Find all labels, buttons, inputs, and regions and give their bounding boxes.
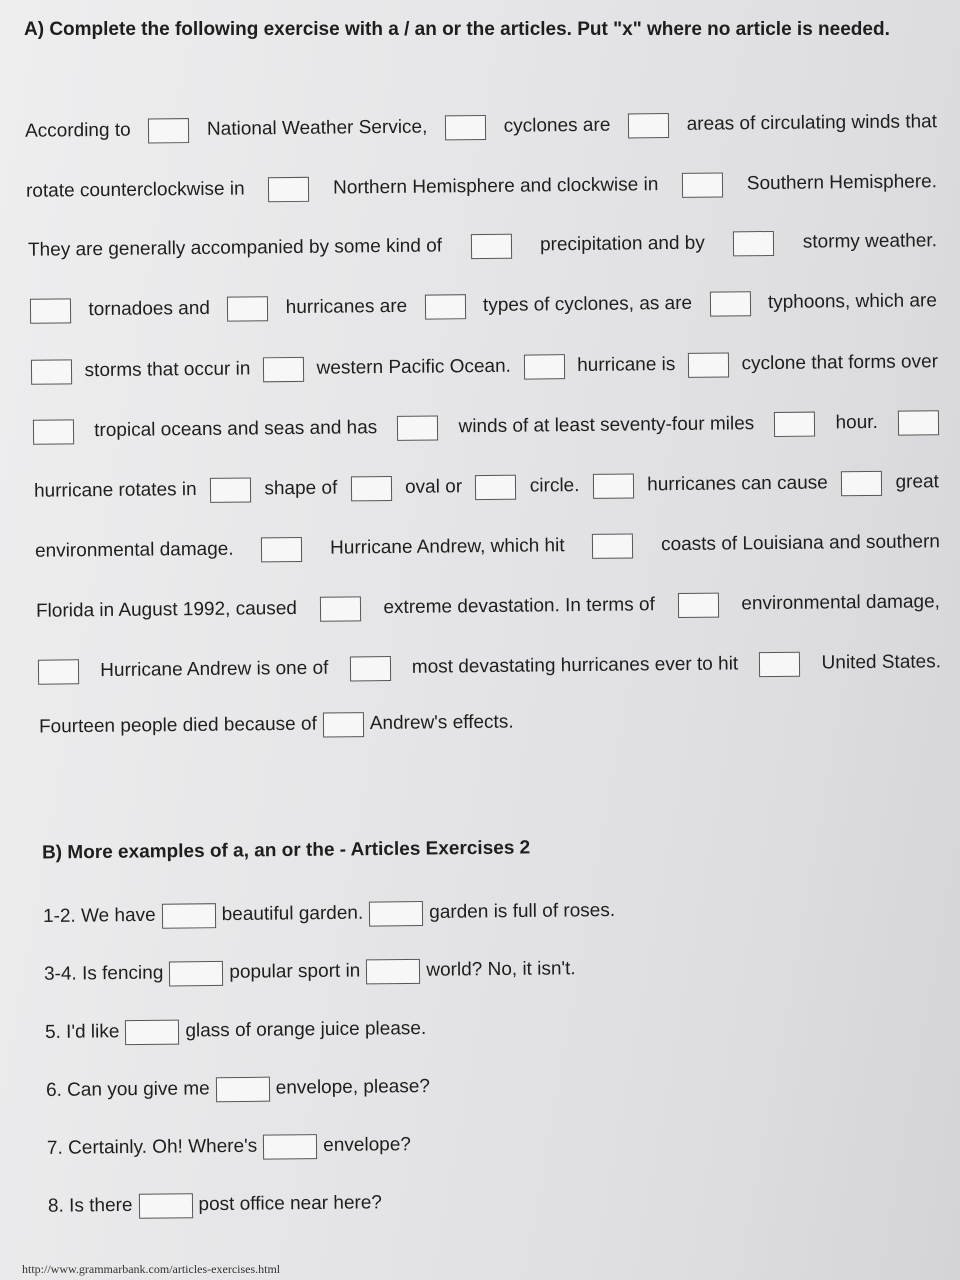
article-answer-box[interactable] [210, 477, 251, 502]
text-segment: Fourteen people died because of [38, 713, 317, 738]
article-answer-box[interactable] [148, 118, 189, 143]
exercise-b-line [46, 1071, 430, 1107]
article-answer-box[interactable] [628, 113, 669, 138]
article-answer-box[interactable] [138, 1193, 192, 1219]
exercise-a-line [36, 585, 940, 628]
article-answer-box[interactable] [470, 233, 511, 258]
exercise-a-line [31, 345, 938, 388]
text-segment: 6. Can you give me [45, 1078, 210, 1102]
exercise-a-line [26, 165, 937, 209]
text-segment: glass of orange juice please. [185, 1018, 427, 1042]
article-answer-box[interactable] [688, 352, 729, 377]
exercise-b-line [43, 895, 615, 933]
text-segment: Northern Hemisphere and clockwise in [333, 174, 659, 199]
text-segment: cyclones are [503, 114, 611, 137]
exercise-b-line [48, 1187, 382, 1222]
text-segment: 7. Certainly. Oh! Where's [46, 1135, 258, 1159]
article-answer-box[interactable] [759, 651, 800, 676]
text-segment: oval or [404, 476, 463, 498]
text-segment: National Weather Service, [206, 116, 428, 140]
article-answer-box[interactable] [774, 411, 815, 436]
text-segment: 5. I'd like [44, 1021, 120, 1043]
article-answer-box[interactable] [33, 419, 74, 444]
article-answer-box[interactable] [263, 356, 304, 381]
source-url: http://www.grammarbank.com/articles-exercises.html [22, 1262, 281, 1276]
article-answer-box[interactable] [268, 176, 309, 201]
article-answer-box[interactable] [523, 354, 564, 379]
article-answer-box[interactable] [263, 1134, 317, 1160]
exercise-b-line [44, 953, 576, 991]
article-answer-box[interactable] [593, 473, 634, 498]
article-answer-box[interactable] [31, 359, 72, 384]
text-segment: winds of at least seventy-four miles [458, 413, 755, 438]
article-answer-box[interactable] [682, 172, 723, 197]
article-answer-box[interactable] [351, 475, 392, 500]
text-segment: hurricane rotates in [33, 479, 197, 502]
article-answer-box[interactable] [424, 294, 465, 319]
text-segment: United States. [821, 651, 942, 674]
text-segment: envelope? [323, 1134, 412, 1157]
text-segment: 8. Is there [47, 1194, 133, 1217]
text-segment: coasts of Louisiana and southern [660, 531, 941, 556]
text-segment: cyclone that forms over [741, 351, 939, 375]
text-segment: hurricanes can cause [647, 472, 828, 496]
text-segment: According to [24, 119, 131, 142]
text-segment: rotate counterclockwise in [25, 178, 245, 202]
text-segment: popular sport in [229, 960, 361, 983]
article-answer-box[interactable] [261, 536, 302, 561]
text-segment: environmental damage. [34, 538, 234, 562]
article-answer-box[interactable] [841, 470, 882, 495]
text-segment: most devastating hurricanes ever to hit [411, 653, 739, 678]
article-answer-box[interactable] [397, 415, 438, 440]
article-answer-box[interactable] [125, 1019, 179, 1045]
text-segment: Hurricane Andrew, which hit [330, 535, 565, 559]
text-segment: hour. [835, 411, 878, 434]
text-segment: post office near here? [198, 1192, 383, 1216]
article-answer-box[interactable] [733, 230, 774, 255]
exercise-b-line [45, 1013, 427, 1049]
article-answer-box[interactable] [162, 903, 216, 929]
section-a-title: A) Complete the following exercise with a / an or the articles. Put "x" where no article is needed. [24, 19, 890, 40]
text-segment: stormy weather. [802, 230, 938, 253]
exercise-a-line [25, 105, 937, 149]
article-answer-box[interactable] [216, 1076, 270, 1102]
article-answer-box[interactable] [898, 410, 939, 435]
text-segment: typhoons, which are [767, 290, 937, 314]
text-segment: tornadoes and [88, 297, 211, 321]
exercise-a-line [34, 465, 939, 508]
text-segment: Florida in August 1992, caused [35, 598, 298, 622]
exercise-a-line [28, 224, 937, 268]
section-b-title: B) More examples of a, an or the - Articles Exercises 2 [41, 837, 531, 864]
article-answer-box[interactable] [369, 901, 423, 927]
text-segment: 1-2. We have [42, 904, 156, 927]
exercise-a-line [35, 525, 940, 568]
exercise-a-line [38, 645, 941, 688]
exercise-a-line [30, 284, 937, 327]
exercise-a-line [33, 405, 939, 448]
text-segment: hurricane is [577, 354, 676, 377]
article-answer-box[interactable] [323, 712, 364, 737]
text-segment: Southern Hemisphere. [746, 171, 938, 195]
text-segment: beautiful garden. [221, 902, 364, 926]
article-answer-box[interactable] [366, 958, 420, 984]
text-segment: western Pacific Ocean. [316, 355, 512, 379]
article-answer-box[interactable] [320, 596, 361, 621]
text-segment: world? No, it isn't. [426, 958, 576, 981]
text-segment: shape of [264, 477, 338, 500]
text-segment: areas of circulating winds that [686, 111, 938, 135]
article-answer-box[interactable] [445, 114, 486, 139]
article-answer-box[interactable] [592, 533, 633, 558]
article-answer-box[interactable] [677, 592, 718, 617]
text-segment: hurricanes are [285, 295, 408, 319]
article-answer-box[interactable] [30, 298, 71, 323]
text-segment: tropical oceans and seas and has [94, 417, 378, 442]
exercise-b-line [47, 1129, 411, 1165]
article-answer-box[interactable] [709, 291, 750, 316]
text-segment: They are generally accompanied by some kind of [27, 235, 443, 261]
article-answer-box[interactable] [38, 659, 79, 684]
text-segment: Andrew's effects. [369, 711, 514, 735]
text-segment: great [895, 471, 939, 493]
text-segment: types of cyclones, as are [482, 292, 693, 317]
text-segment: envelope, please? [275, 1075, 431, 1099]
text-segment: storms that occur in [84, 358, 251, 382]
article-answer-box[interactable] [227, 296, 268, 321]
text-segment: circle. [529, 475, 580, 497]
text-segment: extreme devastation. In terms of [383, 594, 655, 619]
text-segment: Hurricane Andrew is one of [100, 657, 329, 682]
exercise-a-line [39, 706, 514, 745]
text-segment: environmental damage, [741, 591, 941, 615]
text-segment: garden is full of roses. [429, 900, 616, 923]
article-answer-box[interactable] [349, 656, 390, 681]
article-answer-box[interactable] [475, 474, 516, 499]
article-answer-box[interactable] [169, 960, 223, 986]
text-segment: 3-4. Is fencing [43, 962, 164, 985]
text-segment: precipitation and by [539, 232, 705, 256]
